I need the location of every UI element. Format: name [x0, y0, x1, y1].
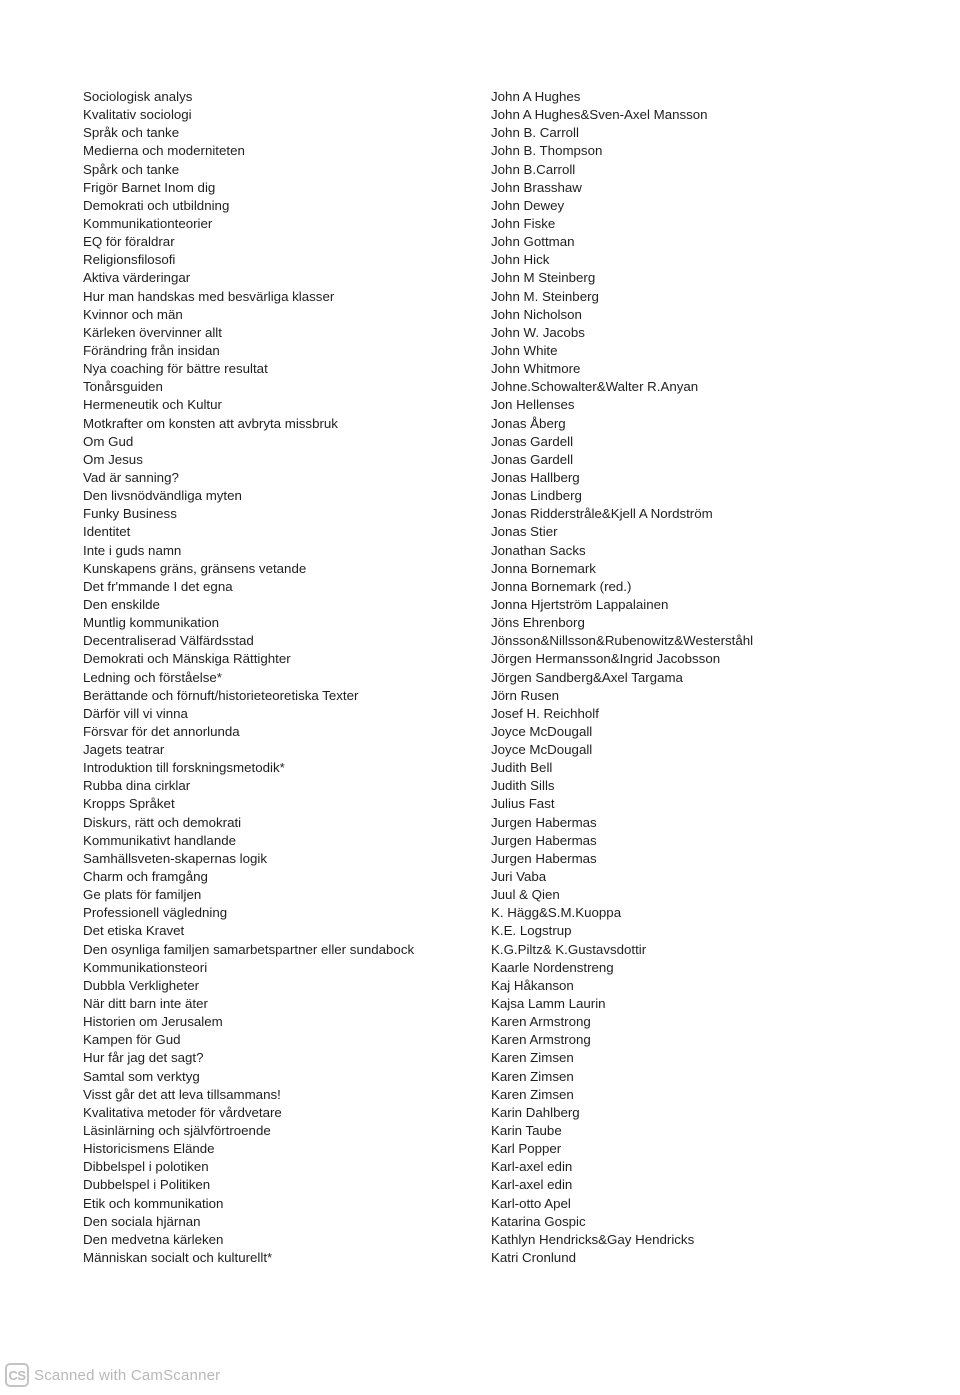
book-author: Kathlyn Hendricks&Gay Hendricks: [491, 1231, 695, 1247]
book-title: Demokrati och utbildning: [83, 197, 230, 213]
book-title: Förändring från insidan: [83, 342, 220, 358]
book-title: Kommunikationteorier: [83, 215, 213, 231]
book-title: Muntlig kommunikation: [83, 615, 219, 631]
book-title: Ledning och förståelse*: [83, 669, 222, 685]
book-title: Historien om Jerusalem: [83, 1014, 223, 1030]
book-author: Jonna Hjertström Lappalainen: [491, 596, 669, 612]
book-title: Sociologisk analys: [83, 89, 193, 104]
book-title: Hur får jag det sagt?: [83, 1050, 204, 1066]
book-author: Karen Zimsen: [491, 1068, 574, 1084]
book-author: John Hick: [491, 252, 550, 268]
book-title: Frigör Barnet Inom dig: [83, 179, 216, 195]
book-author: John M. Steinberg: [491, 288, 599, 304]
book-author: Jönsson&Nillsson&Rubenowitz&Westerståhl: [491, 633, 754, 649]
book-author: Karen Zimsen: [491, 1086, 574, 1102]
book-title: Visst går det att leva tillsammans!: [83, 1086, 281, 1102]
book-author: John A Hughes&Sven-Axel Mansson: [491, 107, 708, 123]
book-author: Kaarle Nordenstreng: [491, 959, 614, 975]
book-author: Jonas Lindberg: [491, 488, 582, 504]
book-author: Jonathan Sacks: [491, 542, 586, 558]
book-author: Karl Popper: [491, 1141, 562, 1157]
book-author: Judith Sills: [491, 778, 555, 794]
book-author: K.G.Piltz& K.Gustavsdottir: [491, 941, 647, 957]
book-title: Inte i guds namn: [83, 542, 182, 558]
book-author: John Gottman: [491, 234, 575, 250]
book-author: John Nicholson: [491, 306, 582, 322]
book-author: Jonas Åberg: [491, 415, 566, 431]
book-title: Professionell vägledning: [83, 905, 228, 921]
book-title: Det etiska Kravet: [83, 923, 185, 939]
book-title: Därför vill vi vinna: [83, 705, 188, 721]
book-title: Språk och tanke: [83, 125, 180, 141]
book-title: Rubba dina cirklar: [83, 778, 191, 794]
book-title: Funky Business: [83, 506, 177, 522]
book-title: Den enskilde: [83, 596, 160, 612]
book-title: Aktiva värderingar: [83, 270, 191, 286]
book-author: Joyce McDougall: [491, 723, 593, 739]
book-author: Jonna Bornemark: [491, 560, 596, 576]
book-title: Kommunikationsteori: [83, 959, 208, 975]
book-title: Läsinlärning och självförtroende: [83, 1123, 271, 1139]
book-author: Karl-axel edin: [491, 1177, 573, 1193]
book-author: Kajsa Lamm Laurin: [491, 996, 606, 1012]
book-title: Om Jesus: [83, 451, 143, 467]
book-author: Josef H. Reichholf: [491, 705, 599, 721]
book-author: Jonas Hallberg: [491, 469, 580, 485]
watermark-text: Scanned with CamScanner: [34, 1366, 221, 1384]
book-title: Dibbelspel i polotiken: [83, 1159, 209, 1175]
book-author: John White: [491, 342, 558, 358]
book-author: Karen Armstrong: [491, 1014, 591, 1030]
book-author: Jurgen Habermas: [491, 814, 597, 830]
book-title: Historicismens Elände: [83, 1141, 215, 1157]
book-author: Karen Armstrong: [491, 1032, 591, 1048]
book-author: K. Hägg&S.M.Kuoppa: [491, 905, 622, 921]
book-author: Jonna Bornemark (red.): [491, 578, 632, 594]
book-author: Jonas Gardell: [491, 433, 574, 449]
book-author: John Brasshaw: [491, 179, 582, 195]
book-title: Kvalitativ sociologi: [83, 107, 192, 123]
book-title: Charm och framgång: [83, 869, 208, 885]
book-title: Den osynliga familjen samarbetspartner eller sundabock: [83, 941, 415, 957]
book-title: Den medvetna kärleken: [83, 1231, 224, 1247]
book-author: Juul & Qien: [491, 887, 560, 903]
book-title: Medierna och moderniteten: [83, 143, 245, 159]
book-author: Johne.Schowalter&Walter R.Anyan: [491, 379, 699, 395]
book-author: Jurgen Habermas: [491, 832, 597, 848]
book-title: Identitet: [83, 524, 131, 540]
book-title: Kvalitativa metoder för vårdvetare: [83, 1104, 282, 1120]
book-author: Judith Bell: [491, 760, 553, 776]
book-author: Karl-axel edin: [491, 1159, 573, 1175]
book-author: John A Hughes: [491, 89, 581, 104]
book-title: Diskurs, rätt och demokrati: [83, 814, 242, 830]
book-author: Jurgen Habermas: [491, 850, 597, 866]
book-title: Kampen för Gud: [83, 1032, 181, 1048]
book-title: Dubbla Verkligheter: [83, 977, 200, 993]
book-title: Berättande och förnuft/historieteoretiska Texter: [83, 687, 359, 703]
book-author: Jörgen Hermansson&Ingrid Jacobsson: [491, 651, 721, 667]
book-title: Den livsnödvändliga myten: [83, 488, 242, 504]
book-title: Introduktion till forskningsmetodik*: [83, 760, 285, 776]
book-author: Julius Fast: [491, 796, 555, 812]
book-author: Katarina Gospic: [491, 1213, 586, 1229]
book-title: Den sociala hjärnan: [83, 1213, 201, 1229]
book-title: Religionsfilosofi: [83, 252, 176, 268]
book-author: Jöns Ehrenborg: [491, 615, 585, 631]
book-title: Människan socialt och kulturellt*: [83, 1250, 273, 1265]
camscanner-logo-icon: CS: [5, 1363, 29, 1387]
title-column: [83, 88, 483, 1267]
book-author: K.E. Logstrup: [491, 923, 572, 939]
book-title: Tonårsguiden: [83, 379, 163, 395]
book-title: När ditt barn inte äter: [83, 996, 208, 1012]
book-title: Kropps Språket: [83, 796, 175, 812]
book-title: Samtal som verktyg: [83, 1068, 200, 1084]
book-title: Samhällsveten-skapernas logik: [83, 850, 268, 866]
book-title: Kärleken övervinner allt: [83, 324, 222, 340]
book-title: Kunskapens gräns, gränsens vetande: [83, 560, 307, 576]
book-title: EQ för föraldrar: [83, 234, 175, 250]
book-author: John M Steinberg: [491, 270, 596, 286]
book-title: Vad är sanning?: [83, 469, 179, 485]
book-title: Spårk och tanke: [83, 161, 180, 177]
book-author: Jon Hellenses: [491, 397, 575, 413]
book-title: Om Gud: [83, 433, 134, 449]
author-column: [491, 88, 951, 1267]
book-title: Jagets teatrar: [83, 742, 165, 758]
book-title: Kvinnor och män: [83, 306, 183, 322]
book-author: Karin Dahlberg: [491, 1104, 580, 1120]
camscanner-watermark: [5, 1362, 220, 1388]
book-author: John B.Carroll: [491, 161, 576, 177]
book-title: Decentraliserad Välfärdsstad: [83, 633, 254, 649]
book-title: Ge plats för familjen: [83, 887, 202, 903]
book-author: Karen Zimsen: [491, 1050, 574, 1066]
book-title: Nya coaching för bättre resultat: [83, 361, 268, 377]
book-author: John B. Thompson: [491, 143, 603, 159]
book-author: John Fiske: [491, 215, 556, 231]
book-title: Dubbelspel i Politiken: [83, 1177, 211, 1193]
book-author: John B. Carroll: [491, 125, 579, 141]
book-author: Jonas Stier: [491, 524, 558, 540]
book-title: Det fr'mmande I det egna: [83, 578, 233, 594]
book-author: Karin Taube: [491, 1123, 562, 1139]
book-author: John Whitmore: [491, 361, 581, 377]
book-title: Kommunikativt handlande: [83, 832, 237, 848]
book-title: Motkrafter om konsten att avbryta missbruk: [83, 415, 338, 431]
book-title: Etik och kommunikation: [83, 1195, 224, 1211]
book-title: Hermeneutik och Kultur: [83, 397, 222, 413]
book-author: John W. Jacobs: [491, 324, 585, 340]
book-title: Hur man handskas med besvärliga klasser: [83, 288, 335, 304]
book-title: Demokrati och Mänskiga Rättighter: [83, 651, 291, 667]
book-author: Karl-otto Apel: [491, 1195, 571, 1211]
book-title: Försvar för det annorlunda: [83, 723, 240, 739]
book-author: Jonas Ridderstråle&Kjell A Nordström: [491, 506, 713, 522]
book-author: Juri Vaba: [491, 869, 547, 885]
book-author: Kaj Håkanson: [491, 977, 574, 993]
book-author: Katri Cronlund: [491, 1250, 576, 1265]
book-author: Jörn Rusen: [491, 687, 559, 703]
book-author: John Dewey: [491, 197, 565, 213]
book-author: Jörgen Sandberg&Axel Targama: [491, 669, 683, 685]
book-author: Joyce McDougall: [491, 742, 593, 758]
book-author: Jonas Gardell: [491, 451, 574, 467]
